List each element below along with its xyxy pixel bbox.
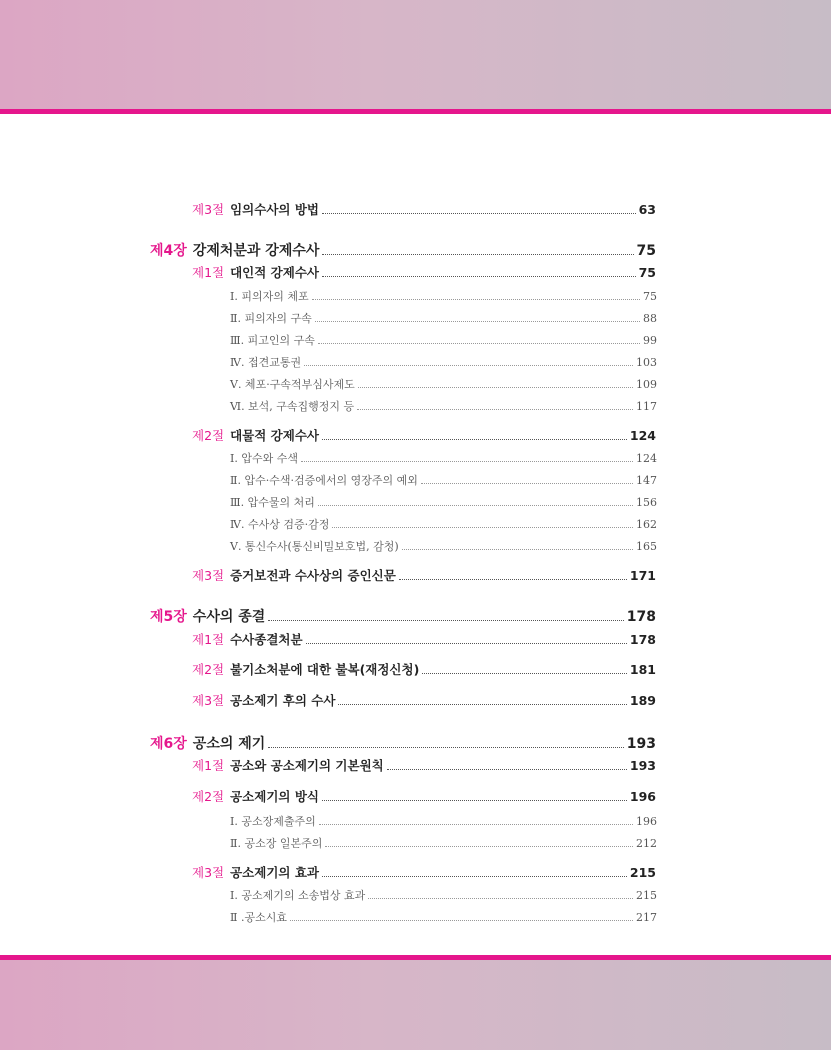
section-label: 제3절 [192, 568, 225, 583]
dot-leader [304, 361, 633, 366]
page-number: 162 [636, 518, 657, 531]
section-title: 증거보전과 수사상의 증인신문 [230, 568, 396, 583]
section-label: 제3절 [192, 693, 225, 708]
dot-leader [332, 523, 633, 528]
section-title: 공소제기의 효과 [230, 865, 319, 880]
dot-leader [322, 434, 627, 440]
page-number: 117 [636, 400, 657, 413]
page-number: 196 [629, 789, 656, 804]
toc-entry-item[interactable] [230, 813, 657, 829]
toc-entry-section[interactable] [192, 630, 656, 648]
item-title: Ⅰ. 공소장제출주의 [230, 815, 316, 828]
page-number: 147 [636, 474, 657, 487]
section-title: 대인적 강제수사 [230, 265, 319, 280]
section-title: 공소제기 후의 수사 [230, 693, 336, 708]
dot-leader [358, 383, 633, 388]
footer-band [0, 960, 831, 1050]
item-title: Ⅱ .공소시효 [230, 911, 287, 924]
toc-entry-chapter[interactable] [150, 606, 656, 626]
dot-leader [322, 271, 636, 277]
page-number: 124 [629, 428, 656, 443]
dot-leader [322, 795, 627, 801]
dot-leader [268, 741, 623, 748]
section-label: 제2절 [192, 662, 225, 677]
page-number: 165 [636, 540, 657, 553]
toc-entry-section[interactable] [192, 863, 656, 881]
page-number: 178 [626, 609, 656, 625]
page-number: 156 [636, 496, 657, 509]
page-number: 217 [636, 911, 657, 924]
toc-entry-section[interactable] [192, 660, 656, 678]
page-number: 109 [636, 378, 657, 391]
page-number: 178 [629, 632, 656, 647]
toc-entry-item[interactable] [230, 909, 657, 925]
dot-leader [312, 295, 640, 300]
dot-leader [301, 457, 633, 462]
dot-leader [306, 638, 627, 644]
dot-leader [399, 574, 627, 580]
toc-entry-item[interactable] [230, 538, 657, 554]
dot-leader [422, 668, 627, 674]
item-title: Ⅴ. 체포·구속적부심사제도 [230, 378, 355, 391]
page-number: 196 [636, 815, 657, 828]
section-title: 수사종결처분 [230, 632, 303, 647]
item-title: Ⅰ. 공소제기의 소송법상 효과 [230, 889, 366, 902]
section-label: 제1절 [192, 265, 225, 280]
toc-entry-item[interactable] [230, 516, 657, 532]
dot-leader [318, 339, 640, 344]
section-label: 제2절 [192, 789, 225, 804]
dot-leader [290, 916, 633, 921]
page-number: 124 [636, 452, 657, 465]
page-number: 99 [643, 334, 657, 347]
chapter-title: 강제처분과 강제수사 [192, 243, 320, 259]
chapter-label: 제6장 [150, 736, 187, 752]
toc-entry-section[interactable] [192, 566, 656, 584]
section-title: 공소제기의 방식 [230, 789, 319, 804]
page-number: 63 [638, 202, 656, 217]
item-title: Ⅵ. 보석, 구속집행정지 등 [230, 400, 355, 413]
toc-entry-item[interactable] [230, 332, 657, 348]
toc-entry-section[interactable] [192, 691, 656, 709]
section-title: 대물적 강제수사 [230, 428, 319, 443]
item-title: Ⅲ. 피고인의 구속 [230, 334, 315, 347]
toc-entry-item[interactable] [230, 398, 657, 414]
page-number: 193 [629, 758, 656, 773]
dot-leader [319, 820, 633, 825]
toc-entry-chapter[interactable] [150, 733, 656, 753]
dot-leader [368, 894, 633, 899]
toc-entry-item[interactable] [230, 450, 657, 466]
item-title: Ⅱ. 공소장 일본주의 [230, 837, 323, 850]
toc-entry-section[interactable] [192, 756, 656, 774]
toc-entry-item[interactable] [230, 887, 657, 903]
toc-entry-item[interactable] [230, 310, 657, 326]
toc-entry-section[interactable] [192, 200, 656, 218]
page-number: 212 [636, 837, 657, 850]
dot-leader [421, 479, 633, 484]
dot-leader [402, 545, 633, 550]
section-title: 공소와 공소제기의 기본원칙 [230, 758, 384, 773]
dot-leader [325, 842, 633, 847]
dot-leader [318, 501, 633, 506]
item-title: Ⅲ. 압수물의 처리 [230, 496, 315, 509]
item-title: Ⅱ. 압수·수색·검증에서의 영장주의 예외 [230, 474, 418, 487]
page-number: 193 [626, 736, 656, 752]
toc-entry-item[interactable] [230, 354, 657, 370]
section-title: 불기소처분에 대한 불복(재정신청) [230, 662, 420, 677]
item-title: Ⅳ. 수사상 검증·감정 [230, 518, 330, 531]
chapter-title: 공소의 제기 [192, 736, 266, 752]
section-label: 제1절 [192, 632, 225, 647]
dot-leader [338, 699, 626, 705]
toc-entry-section[interactable] [192, 263, 656, 281]
section-label: 제3절 [192, 202, 225, 217]
page-number: 171 [629, 568, 656, 583]
page-number: 88 [643, 312, 657, 325]
toc-entry-item[interactable] [230, 835, 657, 851]
item-title: Ⅰ. 피의자의 체포 [230, 290, 309, 303]
page-number: 75 [636, 243, 656, 259]
page-number: 215 [636, 889, 657, 902]
dot-leader [322, 208, 636, 214]
section-label: 제2절 [192, 428, 225, 443]
toc-entry-item[interactable] [230, 288, 657, 304]
item-title: Ⅳ. 접견교통권 [230, 356, 302, 369]
toc-entry-chapter[interactable] [150, 240, 656, 260]
dot-leader [268, 614, 623, 621]
page-number: 103 [636, 356, 657, 369]
toc-entry-item[interactable] [230, 376, 657, 392]
page-number: 181 [629, 662, 656, 677]
section-label: 제3절 [192, 865, 225, 880]
dot-leader [357, 405, 633, 410]
item-title: Ⅱ. 피의자의 구속 [230, 312, 312, 325]
page-number: 75 [638, 265, 656, 280]
toc-entry-item[interactable] [230, 472, 657, 488]
page-number: 75 [643, 290, 657, 303]
section-label: 제1절 [192, 758, 225, 773]
toc-entry-section[interactable] [192, 426, 656, 444]
dot-leader [387, 764, 627, 770]
page-number: 189 [629, 693, 656, 708]
chapter-label: 제5장 [150, 609, 187, 625]
page-number: 215 [629, 865, 656, 880]
chapter-label: 제4장 [150, 243, 187, 259]
toc-entry-item[interactable] [230, 494, 657, 510]
dot-leader [322, 248, 633, 255]
item-title: Ⅴ. 통신수사(통신비밀보호법, 감청) [230, 540, 399, 553]
item-title: Ⅰ. 압수와 수색 [230, 452, 298, 465]
chapter-title: 수사의 종결 [192, 609, 266, 625]
dot-leader [322, 871, 627, 877]
section-title: 임의수사의 방법 [230, 202, 319, 217]
toc-entry-section[interactable] [192, 787, 656, 805]
dot-leader [315, 317, 640, 322]
